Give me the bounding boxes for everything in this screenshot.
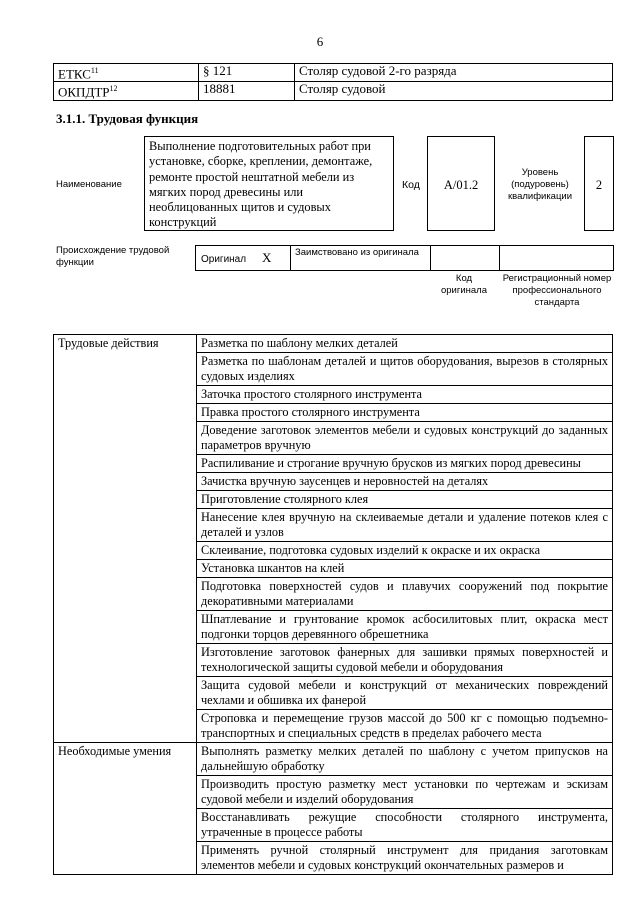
- table-cell: Доведение заготовок элементов мебели и судовых конструкций до заданных параметров вручную: [197, 422, 613, 455]
- table-cell: Зачистка вручную заусенцев и неровностей на деталях: [197, 473, 613, 491]
- function-code-box: А/01.2: [427, 136, 495, 231]
- table-cell: Защита судовой мебели и конструкций от механических повреждений чехлами и обшивка их фанерой: [197, 677, 613, 710]
- table-cell: Нанесение клея вручную на склеиваемые детали и удаление потеков клея с деталей и узлов: [197, 509, 613, 542]
- table-cell: Строповка и перемещение грузов массой до 500 кг с помощью подъемно-транспортных и специальных средств в пределах рабочего места: [197, 710, 613, 743]
- function-name-box: Выполнение подготовительных работ при установке, сборке, креплении, демонтаже, ремонте простой нештатной мебели из мягких пород древесины или необлицованных щитов и судовых конструкций: [144, 136, 394, 231]
- reg-number-caption: Регистрационный номер профессионального стандарта: [502, 273, 612, 308]
- name-cell: Столяр судовой: [295, 82, 613, 100]
- table-cell: Подготовка поверхностей судов и плавучих сооружений под покрытие декоративными материалами: [197, 578, 613, 611]
- table-row: [54, 335, 613, 353]
- codes-row-okpdtr: [54, 82, 613, 100]
- borrowed-box: Заимствовано из оригинала: [290, 245, 431, 271]
- table-cell: Восстанавливать режущие способности столярного инструмента, утраченные в процессе работы: [197, 809, 613, 842]
- table-cell: Выполнять разметку мелких деталей по шаблону с учетом припусков на дальнейшую обработку: [197, 743, 613, 776]
- original-code-box: [430, 245, 500, 271]
- codes-row-etks: [54, 64, 613, 82]
- name-label: Наименование: [56, 179, 122, 190]
- main-table: [53, 334, 613, 875]
- number-cell: 18881: [199, 82, 295, 100]
- labor-actions-label: Трудовые действия: [54, 335, 197, 743]
- code-cell: ЕТКС$^{11}$: [54, 64, 199, 82]
- table-cell: Склеивание, подготовка судовых изделий к окраске и их окраска: [197, 542, 613, 560]
- original-box: [195, 245, 291, 271]
- original-label: Оригинал: [201, 254, 247, 265]
- table-cell: Установка шкантов на клей: [197, 560, 613, 578]
- origin-label: Происхождение трудовой функции: [56, 245, 170, 268]
- table-row: [54, 743, 613, 776]
- code-cell: ОКПДТР$^{12}$: [54, 82, 199, 100]
- section-title: 3.1.1. Трудовая функция: [56, 111, 199, 126]
- code-label: Код: [402, 179, 420, 191]
- level-box: 2: [584, 136, 614, 231]
- codes-table: [53, 63, 613, 101]
- reg-number-box: [499, 245, 614, 271]
- table-cell: Шпатлевание и грунтование кромок асбосилитовых плит, окраска мест подгонки торцов деревянного обрешетника: [197, 611, 613, 644]
- table-cell: Правка простого столярного инструмента: [197, 404, 613, 422]
- level-label: Уровень (подуровень) квалификации: [507, 167, 573, 202]
- table-cell: Распиливание и строгание вручную брусков из мягких пород древесины: [197, 455, 613, 473]
- table-cell: Применять ручной столярный инструмент для придания заготовкам элементов мебели и судовых конструкций окончательных размеров и: [197, 842, 613, 875]
- code-original-caption: Код оригинала: [440, 273, 487, 296]
- table-cell: Разметка по шаблонам деталей и щитов оборудования, вырезов в столярных судовых изделиях: [197, 353, 613, 386]
- name-cell: Столяр судовой 2-го разряда: [295, 64, 613, 82]
- page-number: 6: [316, 34, 324, 49]
- table-cell: Заточка простого столярного инструмента: [197, 386, 613, 404]
- skills-label: Необходимые умения: [54, 743, 197, 875]
- original-mark: X: [262, 250, 272, 265]
- table-cell: Разметка по шаблону мелких деталей: [197, 335, 613, 353]
- table-cell: Производить простую разметку мест установки по чертежам и эскизам судовой мебели и изделий оборудования: [197, 776, 613, 809]
- table-cell: Приготовление столярного клея: [197, 491, 613, 509]
- table-cell: Изготовление заготовок фанерных для зашивки прямых поверхностей и технологической защиты судовой мебели и оборудования: [197, 644, 613, 677]
- number-cell: § 121: [199, 64, 295, 82]
